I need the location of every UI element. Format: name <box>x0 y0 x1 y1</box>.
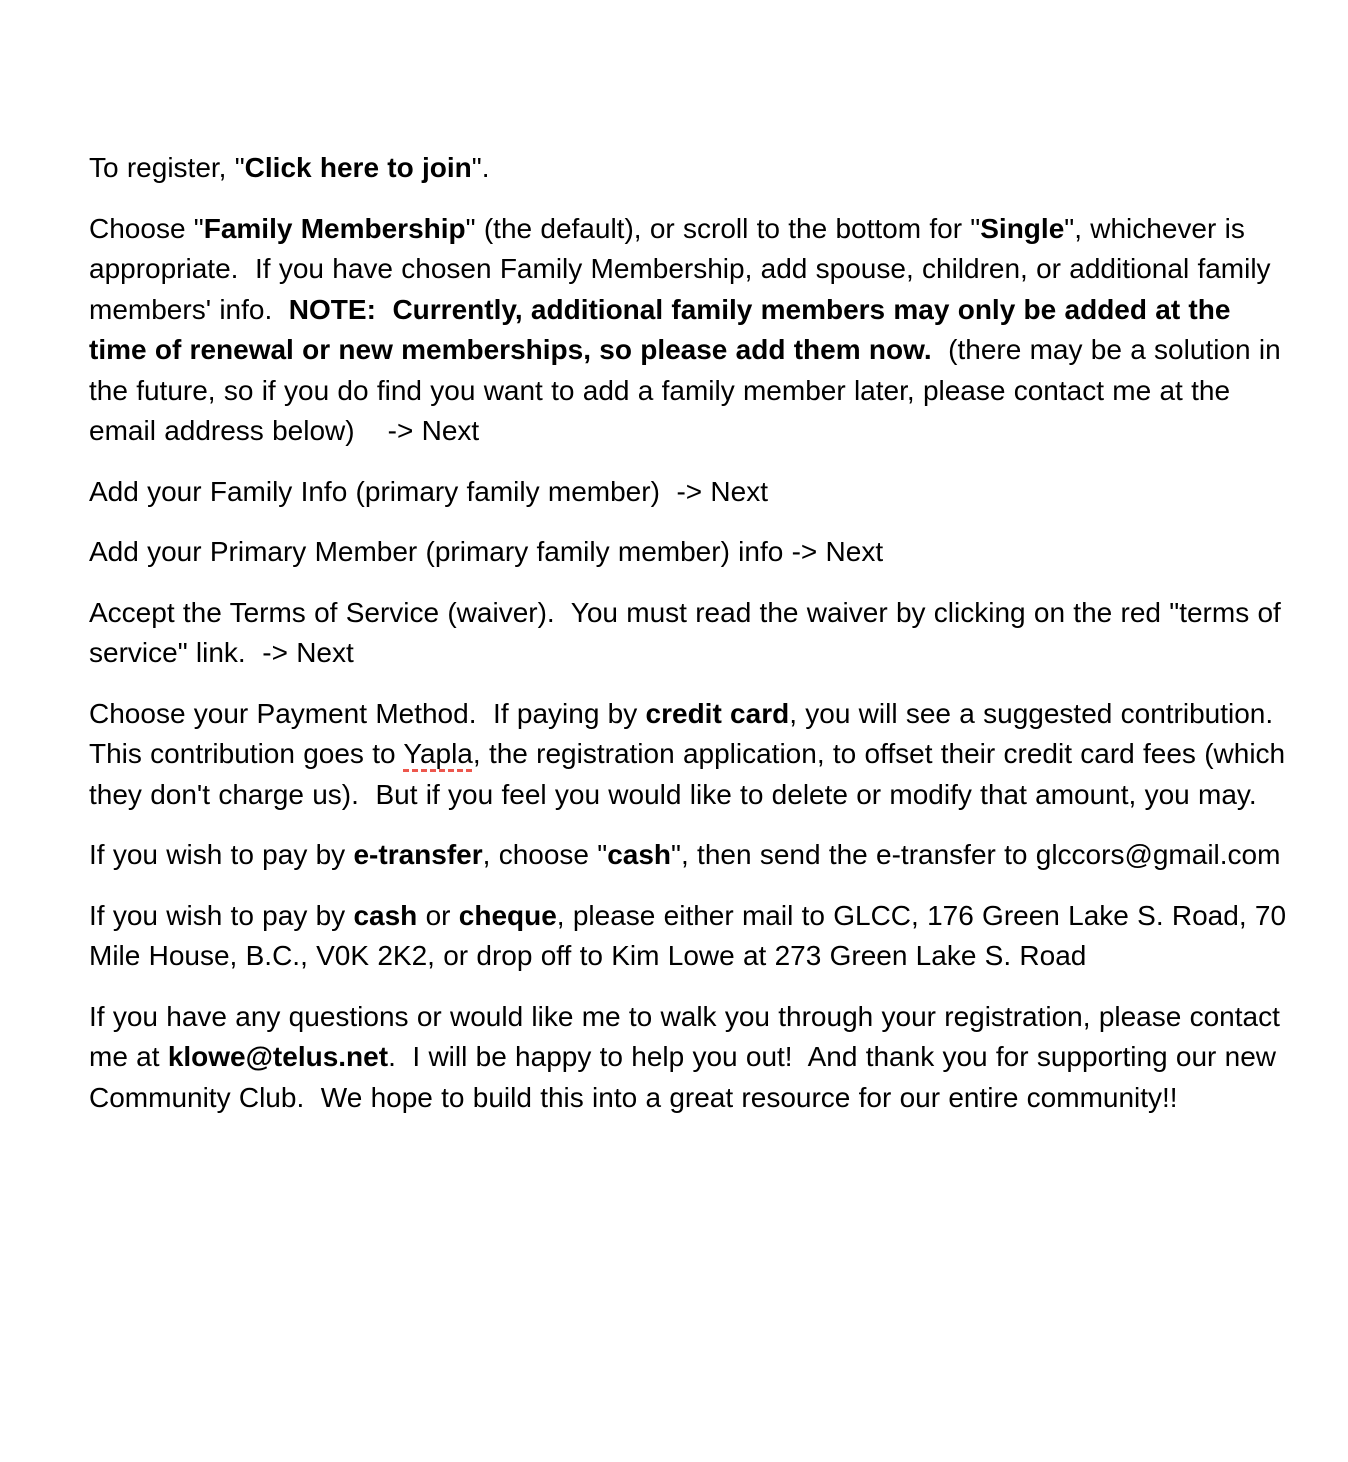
bold-text-run: e-transfer <box>353 839 483 870</box>
text-run: , please either mail to GLCC, 176 Green Lake S. Road, 70 Mile House, B.C., V0K 2K2, or drop off to Kim Lowe at 273 Green Lake S. Road <box>89 899 1295 971</box>
family-info-step <box>89 472 1295 513</box>
payment-method-step <box>89 694 1295 816</box>
text-run: Accept the Terms of Service (waiver). You must read the waiver by clicking on the red "terms of service" link. -> Next <box>89 596 1290 668</box>
text-run: Choose your Payment Method. If paying by <box>89 697 646 729</box>
bold-text-run: cash <box>607 839 672 870</box>
text-run: (there may be a solution in the future, so if you do find you want to add a family member later, please contact me at the email address below) -> Next <box>89 334 1289 446</box>
text-run: Add your Primary Member (primary family member) info -> Next <box>89 536 884 567</box>
bold-text-run: cheque <box>458 899 557 931</box>
text-run: , choose " <box>482 839 608 870</box>
text-run: , you will see a suggested contribution. This contribution goes to <box>89 697 1290 769</box>
text-run: Add your Family Info (primary family member) -> Next <box>89 475 768 507</box>
text-run: If you wish to pay by <box>89 899 354 931</box>
text-run: , the registration application, to offset their credit card fees (which they don't charge us). But if you feel you would like to delete or modify that amount, you may. <box>89 738 1294 810</box>
paragraphs-container <box>89 148 1295 1118</box>
text-run: Choose " <box>89 212 204 244</box>
text-run: or <box>417 899 459 931</box>
text-run: If you have any questions or would like me to walk you through your registration, please contact me at <box>89 1000 1289 1072</box>
bold-text-run: klowe@telus.net <box>167 1041 389 1072</box>
bold-text-run: credit card <box>645 697 790 729</box>
bold-text-run: Single <box>980 212 1065 244</box>
contact-closing <box>89 997 1295 1119</box>
text-run: ", whichever is appropriate. If you have chosen Family Membership, add spouse, children, or additional family members' info. <box>89 212 1279 325</box>
text-run: " (the default), or scroll to the bottom for " <box>465 212 981 244</box>
register-instruction <box>89 148 1295 189</box>
text-run: ", then send the e-transfer to glccors@gmail.com <box>671 839 1281 870</box>
text-run: . I will be happy to help you out! And thank you for supporting our new Community Club. We hope to build this into a great resource for our entire community!! <box>89 1041 1285 1113</box>
primary-member-step <box>89 532 1295 573</box>
terms-of-service-step <box>89 593 1295 674</box>
bold-text-run: Click here to join <box>244 152 472 183</box>
etransfer-instruction <box>89 835 1295 876</box>
bold-text-run: Family Membership <box>203 212 466 244</box>
text-run: To register, " <box>89 152 245 183</box>
membership-choice-instruction <box>89 209 1295 452</box>
bold-text-run: NOTE: Currently, additional family members may only be added at the time of renewal or new memberships, so please add them now. <box>89 293 1239 365</box>
bold-text-run: cash <box>353 899 418 931</box>
text-run: If you wish to pay by <box>89 839 354 870</box>
cash-cheque-instruction <box>89 896 1295 977</box>
text-run: ". <box>471 152 490 183</box>
spellcheck-underlined-word: Yapla <box>403 738 473 769</box>
